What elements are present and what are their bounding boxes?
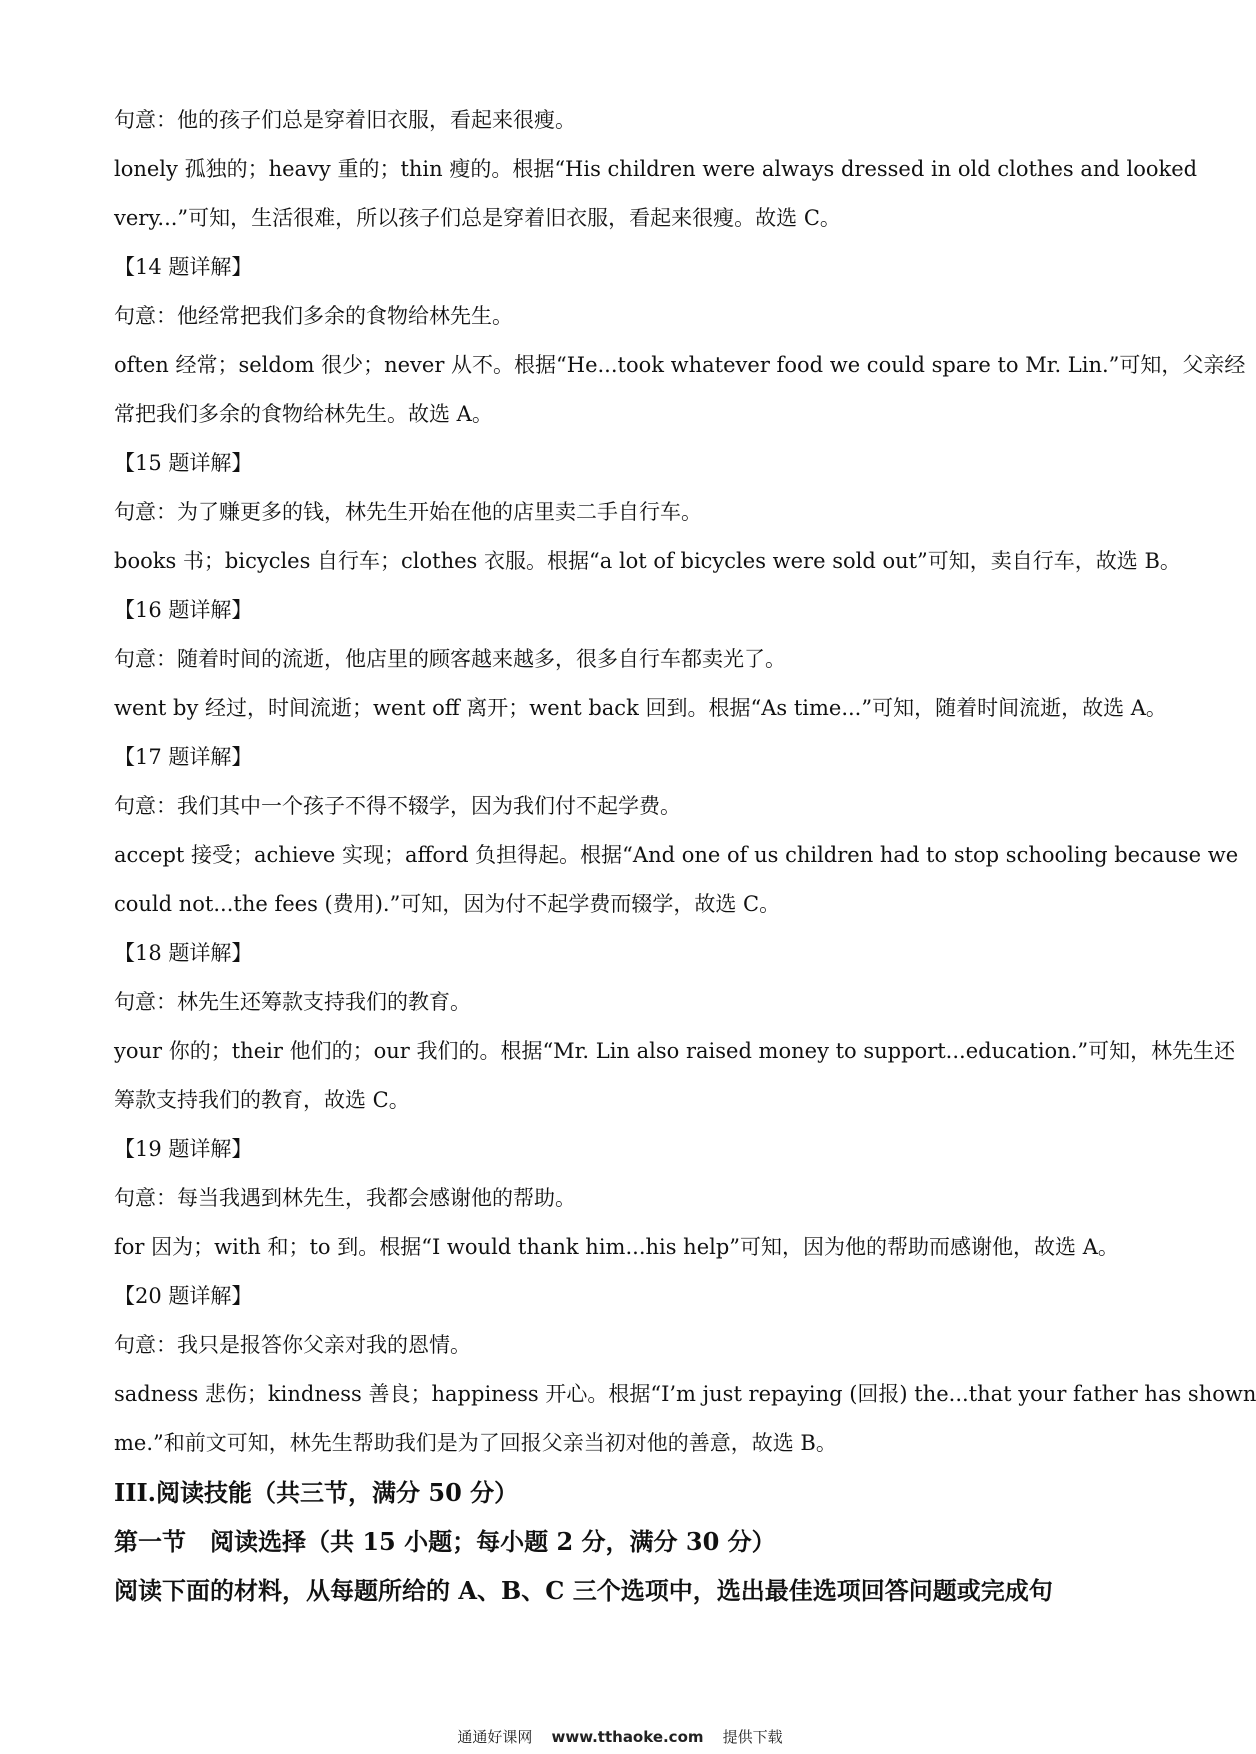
footer-site-name: 通通好课网 xyxy=(457,1728,533,1746)
section-title: III.阅读技能（共三节，满分 50 分） xyxy=(114,1478,519,1507)
question-heading: 【17 题详解】 xyxy=(114,745,253,769)
text-line: could not...the fees (费用).”可知，因为付不起学费而辍学，故选 C。 xyxy=(114,892,781,916)
text-line: your 你的；their 他们的；our 我们的。根据“Mr. Lin also raised money to support...education.”可知，林先生还 xyxy=(114,1039,1236,1063)
text-line: books 书；bicycles 自行车；clothes 衣服。根据“a lot of bicycles were sold out”可知，卖自行车，故选 B。 xyxy=(114,549,1181,573)
footer-suffix: 提供下载 xyxy=(722,1728,783,1746)
question-heading: 【18 题详解】 xyxy=(114,941,253,965)
text-line: me.”和前文可知，林先生帮助我们是为了回报父亲当初对他的善意，故选 B。 xyxy=(114,1431,837,1455)
text-line: for 因为；with 和；to 到。根据“I would thank him...his help”可知，因为他的帮助而感谢他，故选 A。 xyxy=(114,1235,1119,1259)
text-line: 常把我们多余的食物给林先生。故选 A。 xyxy=(114,402,493,426)
text-line: 句意：我只是报答你父亲对我的恩情。 xyxy=(114,1333,471,1357)
footer-url[interactable]: www.tthaoke.com xyxy=(551,1728,704,1746)
text-line: accept 接受；achieve 实现；afford 负担得起。根据“And one of us children had to stop schooling because we xyxy=(114,843,1239,867)
text-line: lonely 孤独的；heavy 重的；thin 瘦的。根据“His children were always dressed in old clothes and looked xyxy=(114,157,1198,181)
question-heading: 【20 题详解】 xyxy=(114,1284,253,1308)
text-line: sadness 悲伤；kindness 善良；happiness 开心。根据“I’m just repaying (回报) the...that your father has shown xyxy=(114,1382,1256,1406)
section-part-title: 第一节 阅读选择（共 15 小题；每小题 2 分，满分 30 分） xyxy=(114,1527,776,1556)
question-heading: 【16 题详解】 xyxy=(114,598,253,622)
text-line: 句意：他经常把我们多余的食物给林先生。 xyxy=(114,304,513,328)
question-heading: 【14 题详解】 xyxy=(114,255,253,279)
text-line: went by 经过，时间流逝；went off 离开；went back 回到。根据“As time...”可知，随着时间流逝，故选 A。 xyxy=(114,696,1167,720)
text-line: 句意：随着时间的流逝，他店里的顾客越来越多，很多自行车都卖光了。 xyxy=(114,647,786,671)
text-line: very...”可知，生活很难，所以孩子们总是穿着旧衣服，看起来很瘦。故选 C。 xyxy=(114,206,841,230)
page-content xyxy=(114,96,1256,1615)
text-line: 句意：我们其中一个孩子不得不辍学，因为我们付不起学费。 xyxy=(114,794,681,818)
text-line: often 经常；seldom 很少；never 从不。根据“He...took whatever food we could spare to Mr. Lin.”可知，父亲经 xyxy=(114,353,1246,377)
question-heading: 【15 题详解】 xyxy=(114,451,253,475)
text-line: 句意：他的孩子们总是穿着旧衣服，看起来很瘦。 xyxy=(114,108,576,132)
section-instruction: 阅读下面的材料，从每题所给的 A、B、C 三个选项中，选出最佳选项回答问题或完成句 xyxy=(114,1576,1053,1605)
text-line: 筹款支持我们的教育，故选 C。 xyxy=(114,1088,410,1112)
text-line: 句意：为了赚更多的钱，林先生开始在他的店里卖二手自行车。 xyxy=(114,500,702,524)
question-heading: 【19 题详解】 xyxy=(114,1137,253,1161)
text-line: 句意：每当我遇到林先生，我都会感谢他的帮助。 xyxy=(114,1186,576,1210)
page-footer xyxy=(0,1726,1240,1747)
text-line: 句意：林先生还筹款支持我们的教育。 xyxy=(114,990,471,1014)
